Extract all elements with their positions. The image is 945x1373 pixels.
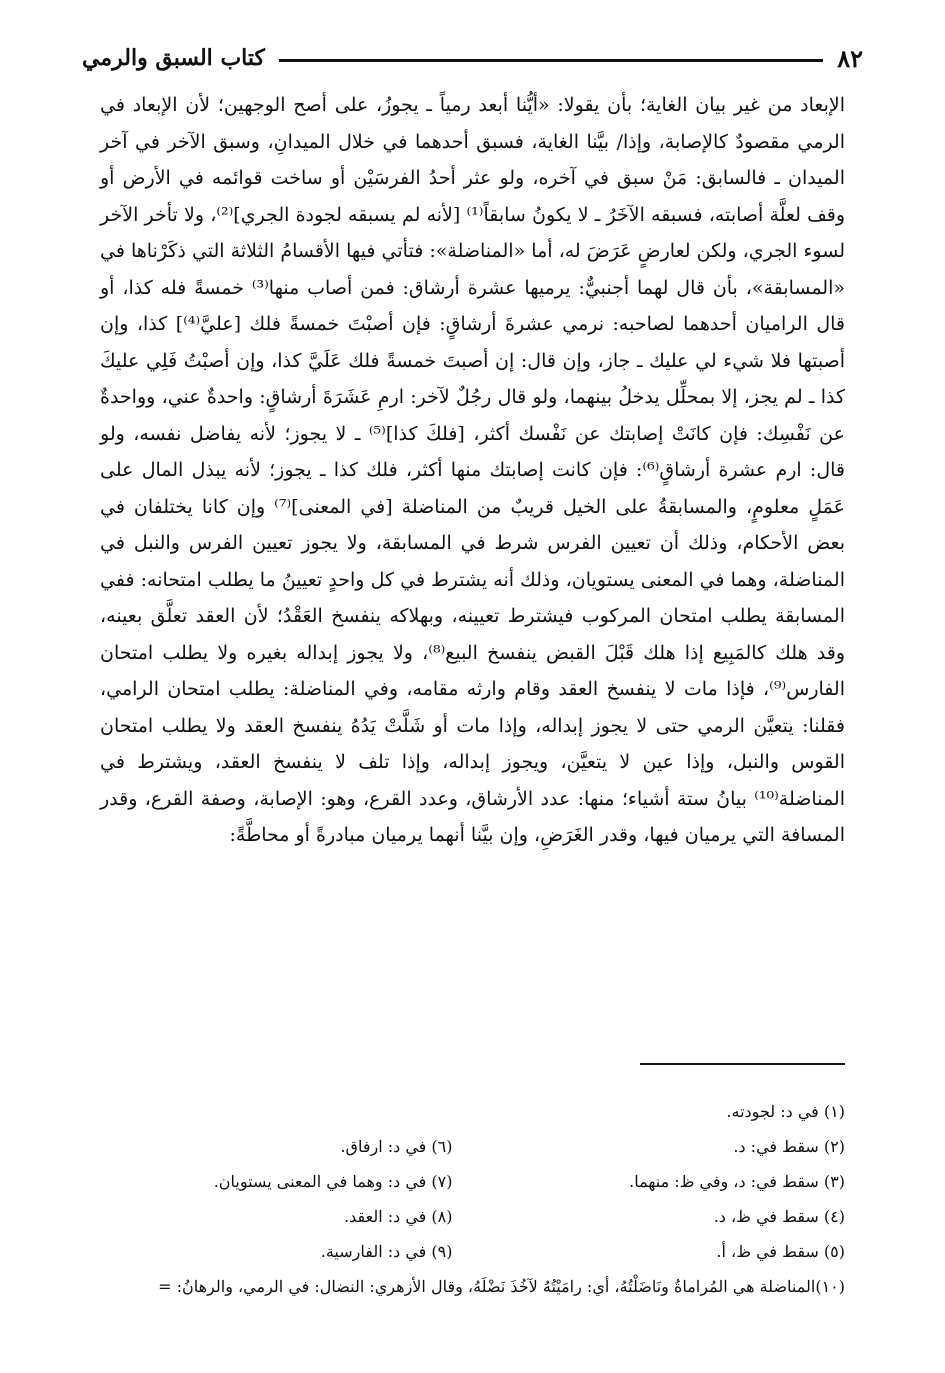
footnote-1: (١) في د: لجودته. [726, 1102, 845, 1121]
footnote-4: (٤) سقط في ظ، د. [713, 1207, 845, 1226]
page-number: ٨٢ [837, 43, 863, 73]
main-text [100, 87, 845, 854]
footnote-8: (٨) في د: العقد. [344, 1207, 453, 1226]
page-header [82, 38, 863, 78]
body-paragraph: الإبعاد من غير بيان الغاية؛ بأن يقولا: «أيُّنا أبعد رمياً ـ يجوزُ، على أصح الوجهين؛ لأن الإبعاد في الرمي مقصودٌ كالإصابة، وإذا/ بيَّنا الغاية، فسبق أحدهما في خلال الميدانِ، وسبق الآخر في آخر الميدان ـ فالسابق: مَنْ سبق في آخره، ولو عثر أحدُ الفرسَيْن أو ساخت قوائمه في الأرض أو وقف لعلَّة أصابته، فسبقه الآخَرُ ـ لا يكونُ سابقاً⁽¹⁾ [لأنه لم يسبقه لجودة الجري]⁽²⁾، ولا تأخر الآخر لسوء الجري، ولكن لعارضٍ عَرَضَ له، أما «المناضلة»: فتأتي فيها الأقسامُ الثلاثة التي ذكَرْناها في «المسابقة»، بأن قال لهما أجنبيٌّ: يرميها عشرة أرشاق: فمن أصاب منها⁽³⁾ خمسةً فله كذا، أو قال الراميان أحدهما لصاحبه: نرمي عشرةَ أرشاقٍ: فإن أصبْتَ خمسةً فلك [عليَّ⁽⁴⁾] كذا، وإن أصبتها فلا شيء لي عليك ـ جاز، وإن قال: إن أصبتَ خمسةً فلك عَلَيَّ كذا، وإن أصبْتُ فَلِي عليكَ كذا ـ لم يجز، إلا بمحلِّل يدخلُ بينهما، ولو قال رجُلٌ لآخر: ارمِ عَشَرَةَ أرشاقٍ: واحدةٌ عني، وواحدةٌ عن نَفْسِك: فإن كانَتْ إصابتك عن نَفْسك أكثر، [فلكَ كذا]⁽⁵⁾ ـ لا يجوز؛ لأنه يفاضل نفسه، ولو قال: ارم عشرة أرشاقٍ⁽⁶⁾: فإن كانت إصابتك منها أكثر، فلك كذا ـ يجوز؛ لأنه يبذل المال على عَمَلٍ معلومٍ، والمسابقةُ على الخيل قريبٌ من المناضلة [في المعنى]⁽⁷⁾ وإن كانا يختلفان في بعض الأحكام، وذلك أن تعيين الفرس شرط في المسابقة، ولا يجوز تعيين الفرس والنبل في المناضلة، وهما في المعنى يستويان، وذلك أنه يشترط في كل واحدٍ تعيينُ ما يطلب امتحانه: ففي المسابقة يطلب امتحان المركوب فيشترط تعيينه، وبهلاكه ينفسخ العَقْدُ؛ لأن العقد تعلَّق بعينه، وقد هلك كالمَبِيع إذا هلك قَبْلَ القبض ينفسخ البيع⁽⁸⁾، ولا يجوز إبداله بغيره ولا يطلب امتحان الفارس⁽⁹⁾، فإذا مات لا ينفسخ العقد وقام وارثه مقامه، وفي المناضلة: يطلب امتحان الرامي، فقلنا: يتعيَّن الرمي حتى لا يجوز إبداله، وإذا مات أو شَلَّتْ يَدُهُ ينفسخ العقد ولا يطلب امتحان القوس والنبل، وإذا عين لا يتعيَّن، ويجوز إبداله، وإذا تلف لا ينفسخ العقد، ويشترط في المناضلة⁽¹⁰⁾ بيانُ ستة أشياء؛ منها: عدد الأرشاق، وعدد القرع، وهو: الإصابة، وصفة القرع، وقدر المسافة التي يرميان فيها، وقدر الغَرَضِ، وإن بيَّنا أنهما يرميان مبادرةً أو محاطَّةً: [100, 94, 846, 846]
footnotes-right-column [493, 1094, 846, 1269]
header-rule [279, 59, 823, 62]
footnote-5: (٥) سقط في ظ، أ. [716, 1242, 845, 1261]
footnote-divider [640, 1063, 845, 1065]
footnote-9: (٩) في د: الفارسية. [320, 1242, 453, 1261]
footnote-2: (٢) سقط في: د. [733, 1137, 845, 1156]
footnote-3: (٣) سقط في: د، وفي ظ: منهما. [629, 1172, 845, 1191]
footnote-6: (٦) في د: ارفاق. [340, 1137, 453, 1156]
footnote-10: (١٠)المناضلة هي المُراماةُ ونَاضَلْتُهُ، أي: رامَيْتُهُ لآخُذَ نَضْلَهُ، وقال الأزهري: النضال: في الرمي، والرهانُ: = [158, 1277, 845, 1296]
footnotes-left-column [100, 1094, 453, 1269]
footnotes [100, 1094, 845, 1304]
book-title: كتاب السبق والرمي [82, 45, 265, 71]
footnote-spacer [100, 1094, 453, 1129]
footnote-7: (٧) في د: وهما في المعنى يستويان. [213, 1172, 453, 1191]
